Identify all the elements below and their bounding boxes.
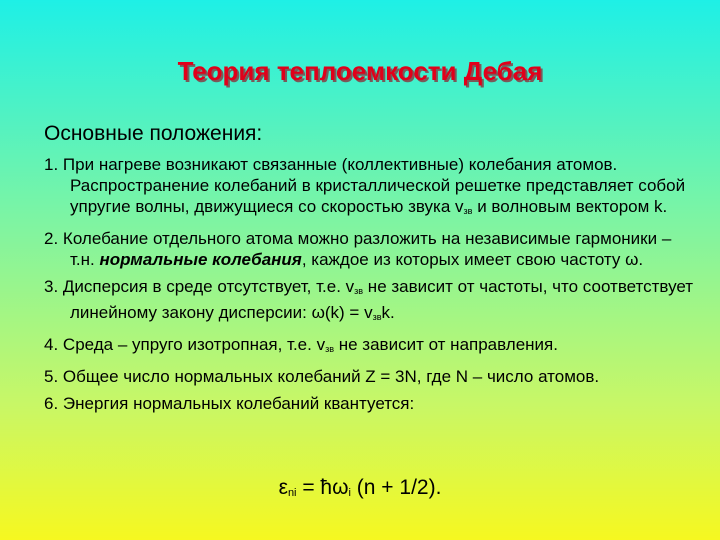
item-text: Дисперсия в среде отсутствует, т.е. v <box>62 277 355 296</box>
item-number: 5. <box>44 367 59 386</box>
item-text: При нагреве возникают связанные (коллективные) колебания атомов. Распространение колебаний в кристаллической решетке представляет собой упругие волны, движущиеся со скоростью звука v <box>62 155 686 216</box>
item-text-tail: k. <box>381 303 395 322</box>
item-text: Общее число нормальных колебаний Z = 3N, где N – число атомов. <box>62 367 600 386</box>
subscript: зв <box>463 206 473 216</box>
item-text: Среда – упруго изотропная, т.е. v <box>62 335 326 354</box>
item-number: 3. <box>44 277 59 296</box>
item-text: Энергия нормальных колебаний квантуется: <box>62 394 415 413</box>
points-list <box>44 154 694 420</box>
formula-epsilon: ε <box>278 476 288 499</box>
subscript: зв <box>372 312 382 322</box>
formula-subscript: i <box>348 487 351 499</box>
item-text-middle: не зависит от частоты, что соответствует линейному закону дисперсии: ω(k) = v <box>70 277 694 322</box>
list-item-2 <box>44 228 694 270</box>
formula-equals: = ħω <box>296 476 349 499</box>
list-item-1 <box>44 154 694 222</box>
list-item-5 <box>44 366 694 387</box>
item-number: 1. <box>44 155 59 174</box>
item-text-tail: и волновым вектором k. <box>472 197 668 216</box>
formula-subscript: ni <box>287 487 297 499</box>
formula-tail: (n + 1/2). <box>350 476 442 499</box>
item-number: 2. <box>44 229 59 248</box>
item-number: 6. <box>44 394 59 413</box>
item-number: 4. <box>44 335 59 354</box>
subscript: зв <box>325 344 335 354</box>
energy-formula <box>0 476 720 500</box>
emphasized-term: нормальные колебания <box>99 250 302 269</box>
slide-title: Теория теплоемкости Дебая <box>177 56 543 86</box>
list-item-4 <box>44 334 694 360</box>
intro-heading: Основные положения: <box>44 122 263 145</box>
item-text-tail: не зависит от направления. <box>334 335 558 354</box>
item-text-tail: , каждое из которых имеет свою частоту ω. <box>301 250 644 269</box>
item-text: Колебание отдельного атома можно разложить на независимые гармоники – т.н. <box>62 229 672 269</box>
subscript: зв <box>354 286 364 296</box>
list-item-3 <box>44 276 694 328</box>
list-item-6 <box>44 393 694 414</box>
